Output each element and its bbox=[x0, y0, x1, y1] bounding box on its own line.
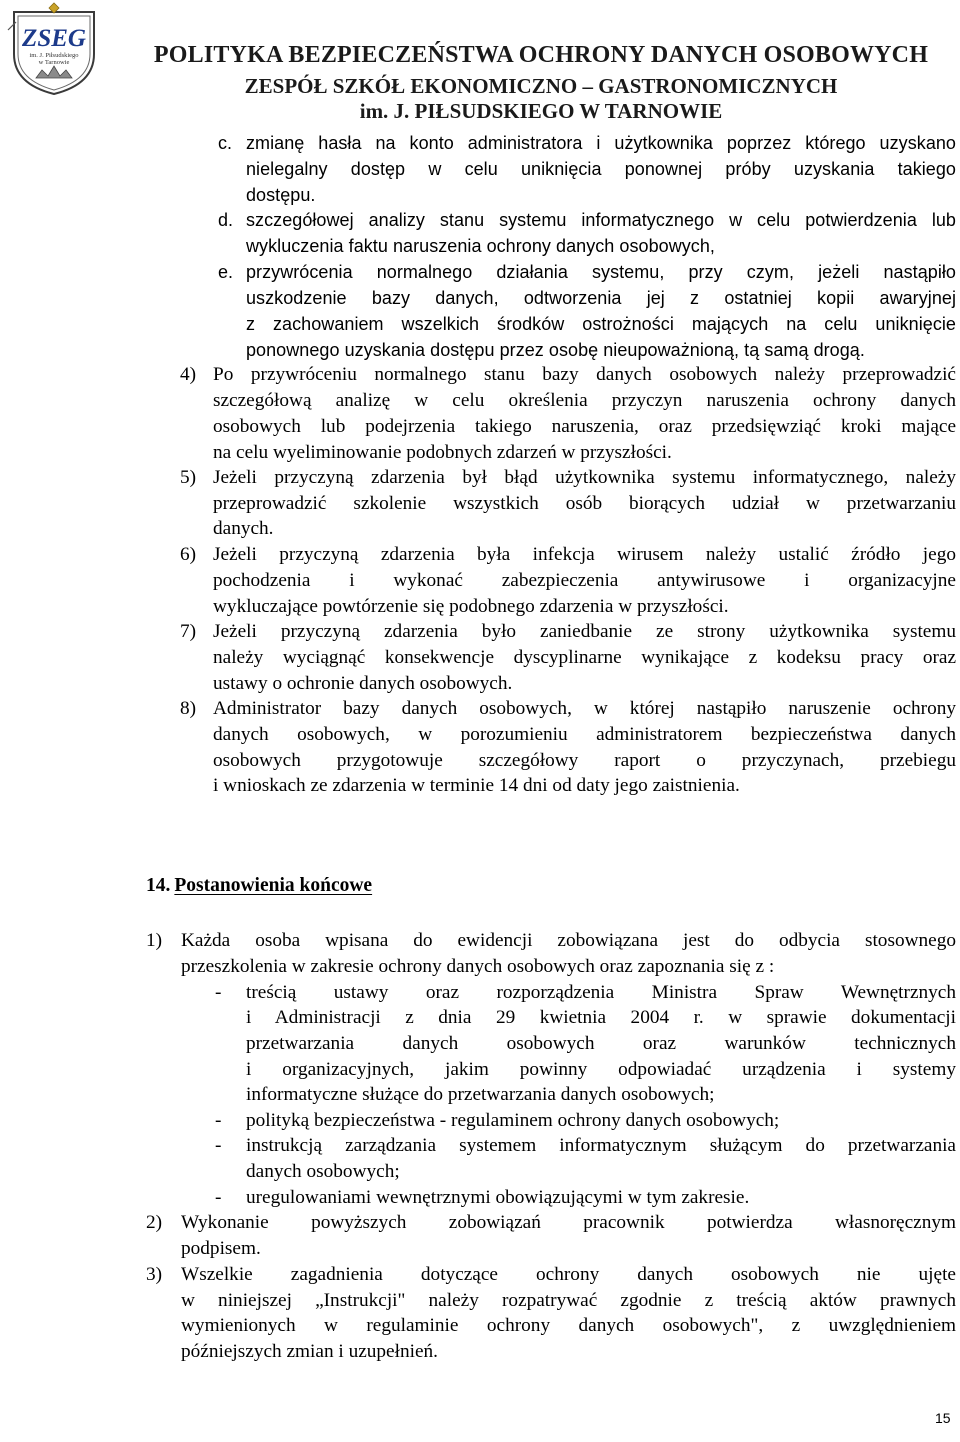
dash-bullet-3: - bbox=[215, 1135, 222, 1156]
list-item-d-line-2: wykluczenia faktu naruszenia ochrony danych osobowych, bbox=[246, 236, 715, 256]
list-item-8-line-3: osobowych przygotowuje szczegółowy raport o przyczynach, przebiegu bbox=[213, 750, 956, 771]
list-item-5-line-3: danych. bbox=[213, 518, 274, 539]
list-item-7-line-3: ustawy o ochronie danych osobowych. bbox=[213, 673, 513, 694]
section-number: 14. bbox=[146, 875, 171, 896]
section-heading bbox=[146, 875, 372, 897]
list-item-c-line-1: zmianę hasła na konto administratora i użytkownika poprzez którego uzyskano bbox=[246, 133, 956, 153]
final-item-1-line-1: Każda osoba wpisana do ewidencji zobowiązana jest do odbycia stosownego bbox=[181, 930, 956, 951]
final-item-3-line-1: Wszelkie zagadnienia dotyczące ochrony danych osobowych nie ujęte bbox=[181, 1264, 956, 1285]
list-item-e-line-1: przywrócenia normalnego działania systemu, przy czym, jeżeli nastąpiło bbox=[246, 262, 956, 282]
final-number-2: 2) bbox=[146, 1212, 163, 1233]
document-header-patron: im. J. PIŁSUDSKIEGO W TARNOWIE bbox=[359, 99, 723, 123]
logo-subtext-2: w Tarnowie bbox=[38, 59, 70, 66]
list-number-4: 4) bbox=[180, 364, 197, 385]
final-number-1: 1) bbox=[146, 930, 163, 951]
document-header-school: ZESPÓŁ SZKÓŁ EKONOMICZNO – GASTRONOMICZNYCH bbox=[244, 74, 838, 98]
page-number: 15 bbox=[935, 1410, 951, 1426]
list-item-e-line-4: ponownego uzyskania dostępu przez osobę nieupoważnioną, tą samą drogą. bbox=[246, 340, 865, 360]
list-item-5-line-1: Jeżeli przyczyną zdarzenia był błąd użytkownika systemu informatycznego, należy bbox=[213, 467, 956, 488]
list-item-8-line-1: Administrator bazy danych osobowych, w której nastąpiło naruszenie ochrony bbox=[213, 698, 956, 719]
list-number-7: 7) bbox=[180, 621, 197, 642]
list-item-e-line-3: z zachowaniem wszelkich środków ostrożności mających na celu uniknięcie bbox=[246, 314, 956, 334]
bullet-2-line-1: polityką bezpieczeństwa - regulaminem ochrony danych osobowych; bbox=[246, 1110, 780, 1131]
final-item-3-line-2: w niniejszej „Instrukcji" należy rozpatrywać zgodnie z treścią aktów prawnych bbox=[181, 1290, 956, 1311]
list-item-c-line-2: nielegalny dostęp w celu uniknięcia ponownej próby uzyskania takiego bbox=[246, 159, 956, 179]
list-item-7-line-2: należy wyciągnąć konsekwencje dyscyplinarne wynikające z kodeksu pracy oraz bbox=[213, 647, 956, 668]
list-number-6: 6) bbox=[180, 544, 197, 565]
dash-bullet-4: - bbox=[215, 1187, 222, 1208]
final-item-2-line-2: podpisem. bbox=[181, 1238, 261, 1259]
bullet-1-line-3: przetwarzania danych osobowych oraz warunków technicznych bbox=[246, 1033, 956, 1054]
list-item-8-line-4: i wnioskach ze zdarzenia w terminie 14 dni od daty jego zaistnienia. bbox=[213, 775, 740, 796]
logo-subtext-1: im. J. Piłsudskiego bbox=[29, 52, 79, 59]
list-item-c-line-3: dostępu. bbox=[246, 185, 316, 205]
section-title: Postanowienia końcowe bbox=[174, 875, 373, 896]
bullet-1-line-1: treścią ustawy oraz rozporządzenia Ministra Spraw Wewnętrznych bbox=[246, 982, 956, 1003]
list-item-d-line-1: szczegółowej analizy stanu systemu informatycznego w celu potwierdzenia lub bbox=[246, 210, 956, 230]
bullet-1-line-5: informatyczne służące do przetwarzania danych osobowych; bbox=[246, 1084, 715, 1105]
list-item-5-line-2: przeprowadzić szkolenie wszystkich osób biorących udział w przetwarzaniu bbox=[213, 493, 956, 514]
list-item-e-line-2: uszkodzenie bazy danych, odtworzenia jej z ostatniej kopii awaryjnej bbox=[246, 288, 956, 308]
final-item-2-line-1: Wykonanie powyższych zobowiązań pracownik potwierdza własnoręcznym bbox=[181, 1212, 956, 1233]
bullet-3-line-1: instrukcją zarządzania systemem informatycznym służącym do przetwarzania bbox=[246, 1135, 956, 1156]
list-item-4-line-3: osobowych lub podejrzenia takiego naruszenia, oraz przedsięwziąć kroki mające bbox=[213, 416, 956, 437]
list-item-7-line-1: Jeżeli przyczyną zdarzenia było zaniedbanie ze strony użytkownika systemu bbox=[213, 621, 956, 642]
list-item-4-line-1: Po przywróceniu normalnego stanu bazy danych osobowych należy przeprowadzić bbox=[213, 364, 956, 385]
final-item-3-line-4: późniejszych zmian i uzupełnień. bbox=[181, 1341, 438, 1362]
logo-text: ZSEG bbox=[22, 25, 86, 52]
final-item-1-line-2: przeszkolenia w zakresie ochrony danych osobowych oraz zapoznania się z : bbox=[181, 956, 775, 977]
final-item-3-line-3: wymienionych w regulaminie ochrony danych osobowych", z uwzględnieniem bbox=[181, 1315, 956, 1336]
list-number-5: 5) bbox=[180, 467, 197, 488]
list-item-8-line-2: danych osobowych, w porozumieniu administratorem bezpieczeństwa danych bbox=[213, 724, 956, 745]
list-letter-d: d. bbox=[218, 210, 234, 230]
bullet-4-line-1: uregulowaniami wewnętrznymi obowiązującymi w tym zakresie. bbox=[246, 1187, 750, 1208]
list-item-6-line-1: Jeżeli przyczyną zdarzenia była infekcja wirusem należy ustalić źródło jego bbox=[213, 544, 956, 565]
bullet-1-line-4: i organizacyjnych, jakim powinny odpowiadać urządzenia i systemy bbox=[246, 1059, 956, 1080]
list-letter-e: e. bbox=[218, 262, 234, 282]
bullet-1-line-2: i Administracji z dnia 29 kwietnia 2004 r. w sprawie dokumentacji bbox=[246, 1007, 956, 1028]
list-letter-c: c. bbox=[218, 133, 233, 153]
dash-bullet-2: - bbox=[215, 1110, 222, 1131]
bullet-3-line-2: danych osobowych; bbox=[246, 1161, 400, 1182]
list-item-4-line-4: na celu wyeliminowanie podobnych zdarzeń w przyszłości. bbox=[213, 442, 672, 463]
list-item-6-line-2: pochodzenia i wykonać zabezpieczenia antywirusowe i organizacyjne bbox=[213, 570, 956, 591]
list-item-6-line-3: wykluczające powtórzenie się podobnego zdarzenia w przyszłości. bbox=[213, 596, 729, 617]
document-header-title: POLITYKA BEZPIECZEŃSTWA OCHRONY DANYCH OSOBOWYCH bbox=[153, 42, 929, 68]
school-logo-emblem bbox=[6, 2, 102, 96]
dash-bullet-1: - bbox=[215, 982, 222, 1003]
list-item-4-line-2: szczegółową analizę w celu określenia przyczyn naruszenia ochrony danych bbox=[213, 390, 956, 411]
final-number-3: 3) bbox=[146, 1264, 163, 1285]
list-number-8: 8) bbox=[180, 698, 197, 719]
